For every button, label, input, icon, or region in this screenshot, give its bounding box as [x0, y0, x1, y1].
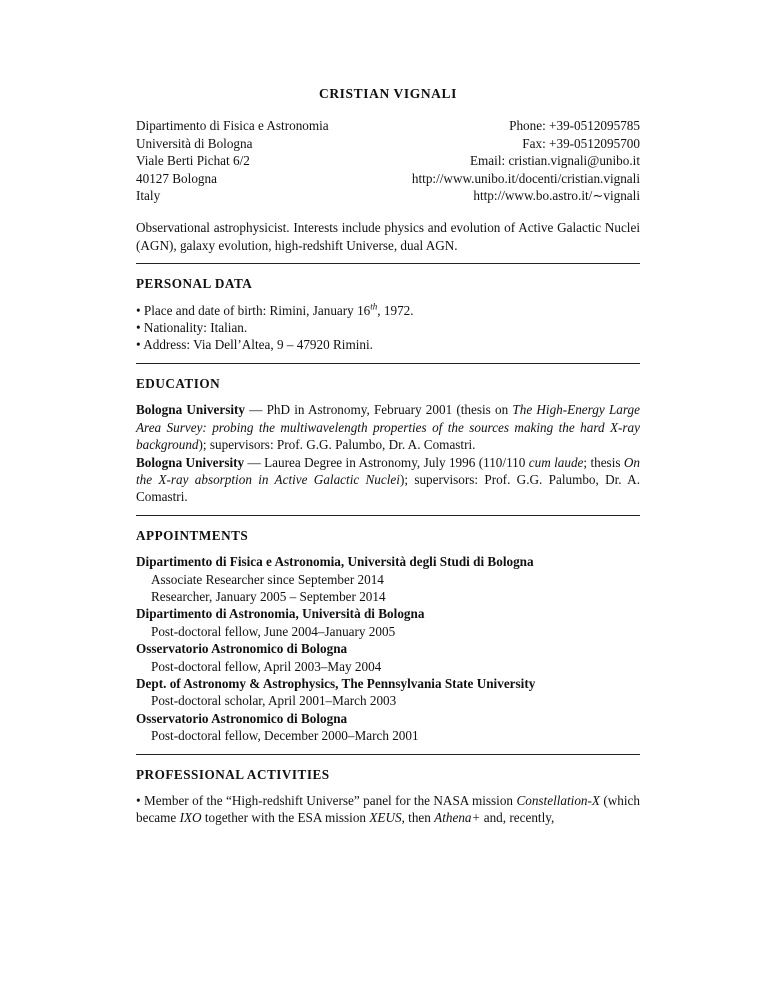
address-line: Viale Berti Pichat 6/2 [136, 153, 250, 169]
appointment-role: Researcher, January 2005 – September 2014 [151, 588, 386, 604]
appointments-list [136, 553, 640, 744]
page-title: CRISTIAN VIGNALI [318, 86, 457, 101]
section-divider [136, 263, 640, 264]
personal-data-list [136, 302, 640, 354]
homepage-link-astro: http://www.bo.astro.it/∼vignali [473, 188, 640, 204]
education-entry: Bologna University — Laurea Degree in Astronomy, July 1996 (110/110 cum laude; thesis On the X-ray absorption in Active Galactic Nuclei); supervisors: Prof. G.G. Palumbo, Dr. A. Comastri. [136, 454, 641, 505]
contact-block [136, 117, 640, 204]
section-title-professional-activities: PROFESSIONAL ACTIVITIES [136, 766, 330, 782]
appointment-institution: Dept. of Astronomy & Astrophysics, The Pennsylvania State University [136, 675, 536, 691]
education-entry: Bologna University — PhD in Astronomy, February 2001 (thesis on The High-Energy Large Area Survey: probing the multiwavelength properties of the sources making the hard X-ray background); supervisors: Prof. G.G. Palumbo, Dr. A. Comastri. [136, 402, 640, 453]
section-divider [136, 515, 640, 516]
contact-details [412, 117, 640, 204]
bullet-icon: • [136, 793, 141, 808]
appointment-role: Post-doctoral fellow, December 2000–March 2001 [151, 728, 419, 744]
phone: Phone: +39-0512095785 [509, 118, 640, 134]
fax: Fax: +39-0512095700 [522, 135, 640, 151]
homepage-link-unibo: http://www.unibo.it/docenti/cristian.vignali [411, 170, 640, 186]
address-line: 40127 Bologna [136, 170, 217, 186]
activity-item: • Member of the “High-redshift Universe” panel for the NASA mission Constellation-X (which became IXO together with the ESA mission XEUS, then Athena+ and, recently, [136, 793, 640, 826]
list-item: • Nationality: Italian. [136, 320, 248, 336]
appointment-institution: Dipartimento di Fisica e Astronomia, Università degli Studi di Bologna [136, 554, 534, 570]
postal-address [136, 117, 329, 204]
email: Email: cristian.vignali@unibo.it [469, 153, 640, 169]
section-title-education: EDUCATION [136, 375, 221, 391]
section-title-personal-data: PERSONAL DATA [136, 276, 253, 292]
appointment-institution: Osservatorio Astronomico di Bologna [136, 710, 348, 726]
cv-page [136, 82, 640, 827]
section-title-appointments: APPOINTMENTS [136, 527, 249, 543]
bullet-icon: • [136, 302, 141, 318]
summary-paragraph: Observational astrophysicist. Interests include physics and evolution of Active Galactic Nuclei (AGN), galaxy evolution, high-redshift Universe, dual AGN. [136, 220, 640, 253]
appointment-role: Post-doctoral fellow, April 2003–May 2004 [151, 658, 382, 674]
appointment-role: Associate Researcher since September 2014 [151, 571, 384, 587]
address-line: Italy [136, 188, 161, 204]
appointment-role: Post-doctoral fellow, June 2004–January 2005 [151, 623, 396, 639]
appointment-institution: Dipartimento di Astronomia, Università di Bologna [136, 606, 425, 622]
section-divider [136, 363, 640, 364]
section-divider [136, 754, 640, 755]
list-item: • Address: Via Dell’Altea, 9 – 47920 Rimini. [136, 337, 373, 353]
address-line: Università di Bologna [136, 135, 253, 151]
bullet-icon: • [136, 320, 141, 336]
bullet-icon: • [136, 337, 141, 353]
appointment-role: Post-doctoral scholar, April 2001–March 2003 [151, 693, 397, 709]
list-item: • Place and date of birth: Rimini, January 16th, 1972. [136, 301, 414, 318]
address-line: Dipartimento di Fisica e Astronomia [136, 118, 329, 134]
appointment-institution: Osservatorio Astronomico di Bologna [136, 641, 348, 657]
